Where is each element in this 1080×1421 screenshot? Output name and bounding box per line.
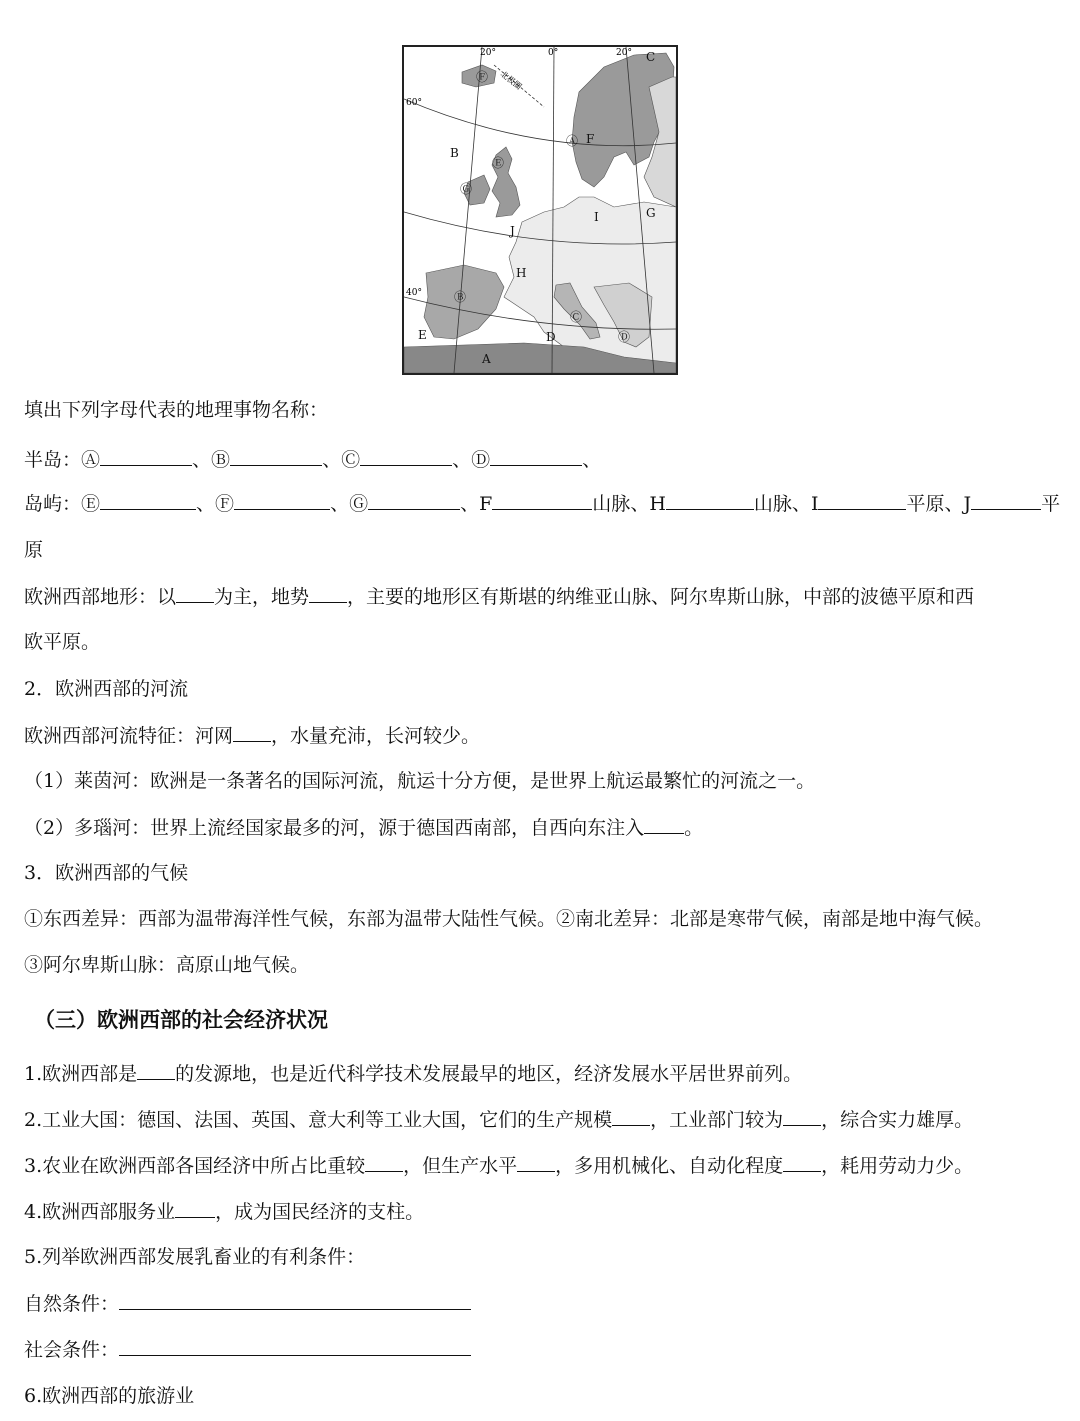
map-drawing: [404, 47, 676, 373]
letter-c: C: [646, 50, 656, 64]
mark-f: Ⓕ: [215, 493, 235, 515]
econ2-text-a: 2.工业大国：德国、法国、英国、意大利等工业大国，它们的生产规模: [24, 1109, 613, 1131]
blank-natural[interactable]: [119, 1291, 471, 1310]
letter-j: J: [510, 224, 515, 238]
intro-line: 填出下列字母代表的地理事物名称：: [24, 399, 329, 421]
circled-a: Ⓐ: [566, 134, 579, 148]
econ-line-6: 6.欧洲西部的旅游业: [24, 1385, 195, 1407]
sep: 、: [460, 493, 480, 515]
econ4-text-a: 4.欧洲西部服务业: [24, 1201, 176, 1223]
europe-map: [402, 45, 678, 375]
econ-line-1: [24, 1061, 802, 1086]
social-conditions-line: [24, 1337, 471, 1362]
blank-econ1[interactable]: [137, 1061, 175, 1080]
social-label: 社会条件：: [24, 1339, 120, 1361]
sep: 、: [944, 493, 964, 515]
blank-peninsula-b[interactable]: [230, 447, 322, 466]
section-3-title: 3．欧洲西部的气候: [24, 862, 189, 884]
econ4-text-b: ，成为国民经济的支柱。: [215, 1201, 425, 1223]
circled-f-iceland: Ⓕ: [476, 70, 489, 84]
mark-h: H: [649, 493, 666, 515]
blank-j-plain[interactable]: [971, 491, 1041, 510]
word-ping: 平: [1041, 493, 1061, 515]
mark-c: Ⓒ: [341, 449, 361, 471]
letter-b: B: [450, 146, 459, 160]
blank-econ4[interactable]: [175, 1199, 215, 1218]
river-line: [24, 723, 480, 748]
circled-d: Ⓓ: [618, 330, 631, 344]
letter-f: F: [586, 132, 595, 146]
blank-econ2-sectors[interactable]: [783, 1107, 821, 1126]
blank-terrain-slope[interactable]: [309, 584, 347, 603]
mark-g: Ⓖ: [349, 493, 369, 515]
peninsula-label: 半岛：: [24, 449, 82, 471]
terrain-line-2: 欧平原。: [24, 631, 101, 653]
island-line: [24, 491, 1060, 516]
mark-b: Ⓑ: [211, 449, 231, 471]
blank-peninsula-a[interactable]: [100, 447, 192, 466]
lon-label-1: 20°: [480, 48, 496, 58]
econ-line-5: 5.列举欧洲西部发展乳畜业的有利条件：: [24, 1246, 366, 1268]
circled-c: Ⓒ: [570, 310, 583, 324]
blank-h-mountain[interactable]: [666, 491, 754, 510]
sep: 、: [192, 449, 212, 471]
natural-label: 自然条件：: [24, 1293, 120, 1315]
terrain-line: [24, 584, 974, 609]
blank-danube-sea[interactable]: [644, 815, 684, 834]
blank-econ3-automation[interactable]: [783, 1153, 821, 1172]
blank-river-network[interactable]: [233, 723, 271, 742]
econ2-text-c: ，综合实力雄厚。: [821, 1109, 974, 1131]
letter-d: D: [546, 330, 556, 344]
econ3-text-b: ，但生产水平: [403, 1155, 518, 1177]
circled-b: Ⓑ: [454, 290, 467, 304]
blank-terrain-main[interactable]: [176, 584, 214, 603]
sep: 、: [791, 493, 811, 515]
econ-line-4: [24, 1199, 424, 1224]
econ1-text-a: 1.欧洲西部是: [24, 1063, 138, 1085]
blank-i-plain[interactable]: [818, 491, 906, 510]
letter-i: I: [594, 210, 599, 224]
blank-peninsula-c[interactable]: [360, 447, 452, 466]
econ-line-2: [24, 1107, 973, 1132]
letter-h: H: [516, 266, 527, 280]
blank-f-mountain[interactable]: [492, 491, 592, 510]
econ1-text-b: 的发源地，也是近代科学技术发展最早的地区，经济发展水平居世界前列。: [175, 1063, 803, 1085]
circled-e: Ⓔ: [492, 156, 505, 170]
econ3-text-a: 3.农业在欧洲西部各国经济中所占比重较: [24, 1155, 366, 1177]
rhine-line: （1）莱茵河：欧洲是一条著名的国际河流，航运十分方便，是世界上航运最繁忙的河流之一。: [24, 770, 816, 792]
arctic-circle-label: 北极圈: [498, 69, 524, 92]
sep: 、: [330, 493, 350, 515]
sep: 、: [196, 493, 216, 515]
circled-g: Ⓖ: [460, 182, 473, 196]
blank-econ3-level[interactable]: [517, 1153, 555, 1172]
word-pingyuan: 平原: [906, 493, 945, 515]
blank-econ2-scale[interactable]: [612, 1107, 650, 1126]
sep: 、: [582, 449, 602, 471]
blank-econ3-share[interactable]: [365, 1153, 403, 1172]
mark-f-plain: F: [479, 493, 493, 515]
lat-label-40: 40°: [406, 288, 422, 298]
mark-e: Ⓔ: [81, 493, 101, 515]
river-text-a: 欧洲西部河流特征：河网: [24, 725, 234, 747]
section-2-title: 2．欧洲西部的河流: [24, 678, 189, 700]
danube-text-a: （2）多瑙河：世界上流经国家最多的河，源于德国西南部，自西向东注入: [24, 817, 645, 839]
sep: 、: [322, 449, 342, 471]
sep: 、: [630, 493, 650, 515]
mark-j: J: [963, 493, 972, 515]
mark-a: Ⓐ: [81, 449, 101, 471]
island-label: 岛屿：: [24, 493, 82, 515]
river-text-b: ，水量充沛，长河较少。: [271, 725, 481, 747]
letter-e: E: [418, 328, 427, 342]
letter-g: G: [646, 206, 656, 220]
econ2-text-b: ，工业部门较为: [650, 1109, 784, 1131]
blank-island-e[interactable]: [100, 491, 196, 510]
blank-peninsula-d[interactable]: [490, 447, 582, 466]
terrain-text-b: 为主，地势: [214, 586, 310, 608]
econ-line-3: [24, 1153, 973, 1178]
lon-label-2: 0°: [548, 48, 559, 58]
natural-conditions-line: [24, 1291, 471, 1316]
climate-line-1: ①东西差异：西部为温带海洋性气候，东部为温带大陆性气候。②南北差异：北部是寒带气候，南部是地中海气候。: [24, 908, 994, 930]
econ3-text-d: ，耗用劳动力少。: [821, 1155, 974, 1177]
part-3-title: （三）欧洲西部的社会经济状况: [34, 1007, 328, 1032]
blank-island-g[interactable]: [368, 491, 460, 510]
blank-island-f[interactable]: [234, 491, 330, 510]
letter-a: A: [482, 352, 491, 366]
sep: 、: [452, 449, 472, 471]
word-shanmai: 山脉: [753, 493, 792, 515]
danube-text-b: 。: [684, 817, 704, 839]
mark-i: I: [810, 493, 819, 515]
peninsula-line: [24, 447, 601, 472]
danube-line: [24, 815, 703, 840]
blank-social[interactable]: [119, 1337, 471, 1356]
econ3-text-c: ，多用机械化、自动化程度: [555, 1155, 784, 1177]
island-line-wrap: 原: [24, 539, 44, 561]
word-shanmai: 山脉: [592, 493, 631, 515]
lat-label-60: 60°: [406, 98, 422, 108]
lon-label-3: 20°: [616, 48, 632, 58]
terrain-text-c: ，主要的地形区有斯堪的纳维亚山脉、阿尔卑斯山脉，中部的波德平原和西: [347, 586, 975, 608]
terrain-text-a: 欧洲西部地形：以: [24, 586, 177, 608]
mark-d: Ⓓ: [471, 449, 491, 471]
climate-line-2: ③阿尔卑斯山脉：高原山地气候。: [24, 954, 310, 976]
